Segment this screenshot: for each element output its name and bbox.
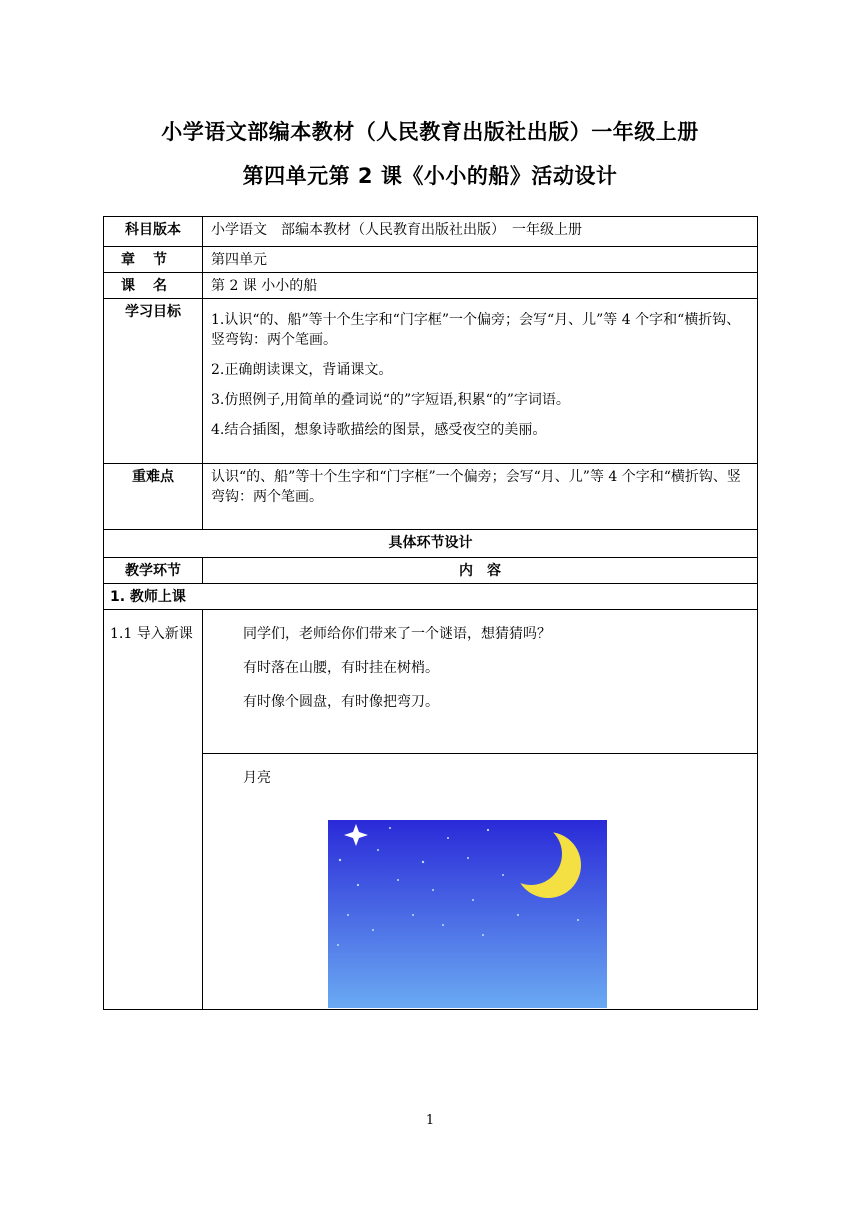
- goal-item: 3.仿照例子,用简单的叠词说“的”字短语,积累“的”字词语。: [211, 392, 570, 408]
- night-sky-moon-image: [328, 820, 607, 1008]
- riddle-cell: [203, 610, 758, 754]
- riddle-line: 同学们，老师给你们带来了一个谜语，想猜猜吗？: [243, 626, 551, 642]
- subject-label: 科目版本: [104, 217, 203, 247]
- page-number: 1: [425, 1113, 435, 1128]
- document-title-line-1: 小学语文部编本教材（人民教育出版社出版）一年级上册: [161, 120, 699, 144]
- goal-item: 1.认识“的、船”等十个生字和“门字框”一个偏旁；会写“月、儿”等 4 个字和“横折钩、竖弯钩：两个笔画。: [211, 312, 741, 348]
- riddle-answer: 月亮: [243, 770, 271, 786]
- riddle-line: 有时像个圆盘，有时像把弯刀。: [243, 694, 439, 710]
- goals-cell: [203, 299, 758, 464]
- subject-value: 小学语文 部编本教材（人民教育出版社出版） 一年级上册: [203, 217, 758, 247]
- goal-item: 2.正确朗读课文，背诵课文。: [211, 362, 393, 378]
- key-points-value: 认识“的、船”等十个生字和“门字框”一个偏旁；会写“月、儿”等 4 个字和“横折钩、竖弯钩：两个笔画。: [203, 464, 758, 530]
- goals-label: 学习目标: [104, 299, 203, 464]
- document-title-line-2: 第四单元第 2 课《小小的船》活动设计: [242, 164, 618, 188]
- riddle-line: 有时落在山腰，有时挂在树梢。: [243, 660, 439, 676]
- key-points-label: 重难点: [104, 464, 203, 530]
- column-header-step: 教学环节: [104, 558, 203, 584]
- crescent-moon-icon: [328, 820, 607, 1008]
- lesson-plan-table: [103, 216, 758, 1010]
- lesson-label: 课名: [104, 273, 203, 299]
- lesson-value: 第 2 课 小小的船: [203, 273, 758, 299]
- section-title: 具体环节设计: [104, 530, 758, 558]
- chapter-label: 章节: [104, 247, 203, 273]
- part-heading: 1. 教师上课: [104, 584, 758, 610]
- column-header-content: 内 容: [203, 558, 758, 584]
- chapter-value: 第四单元: [203, 247, 758, 273]
- step-label: 1.1 导入新课: [104, 610, 203, 1010]
- goal-item: 4.结合插图，想象诗歌描绘的图景，感受夜空的美丽。: [211, 422, 547, 438]
- answer-cell: [203, 754, 758, 1010]
